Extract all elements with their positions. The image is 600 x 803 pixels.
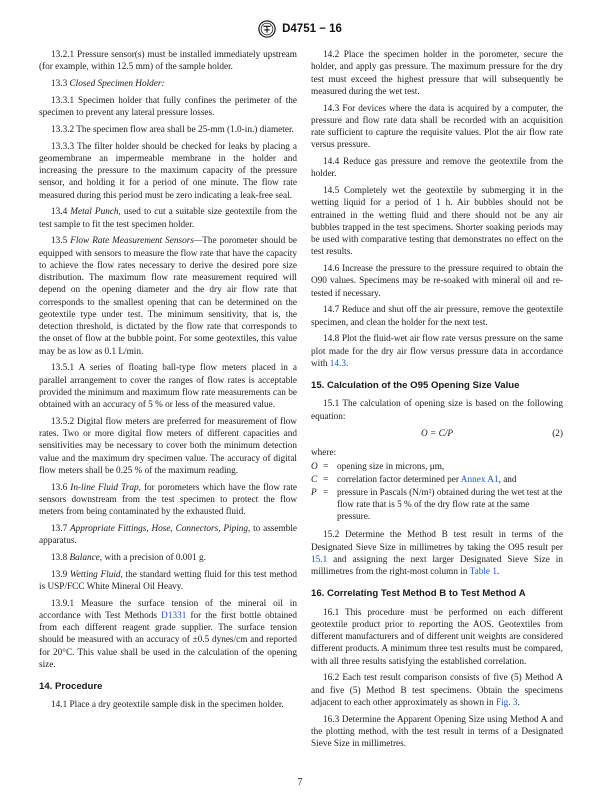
para-14-6: 14.6 Increase the pressure to the pressure required to obtain the O90 values. Specimens may be re-soaked with mineral oil and re-tested if necessary.	[311, 264, 563, 299]
para-13-9-1: 13.9.1 Measure the surface tension of the mineral oil in accordance with Test Methods D1331 for the first bottle obtained from each different reagent grade supplier. The surface tension should be measured with an accuracy of ±0.5 dynes/cm and reported for 20°C. This value shall be used in the calculation of the opening size.	[39, 598, 297, 670]
where-label: where:	[311, 447, 337, 458]
link-annex-a1[interactable]: Annex A1	[460, 474, 499, 485]
para-14-4: 14.4 Reduce gas pressure and remove the geotextile from the holder.	[311, 157, 563, 180]
link-d1331[interactable]: D1331	[161, 610, 187, 621]
equation-text: O = C/P	[421, 428, 453, 439]
para-13-3-1: 13.3.1 Specimen holder that fully confines the perimeter of the specimen to prevent any lateral pressure losses.	[39, 95, 297, 118]
equation-number: (2)	[552, 428, 563, 439]
para-14-5: 14.5 Completely wet the geotextile by submerging it in the wetting liquid for a period of 1 h. Air bubbles should not be entrained in the wetting fluid and there should not be any air bubbles trapped in the test specimens. Shorter soaking periods may be used with comparative testing that demonstrates no effect on the test results.	[311, 186, 563, 258]
right-column	[311, 49, 563, 755]
para-14-3: 14.3 For devices where the data is acquired by a computer, the pressure and flow rate data shall be recorded with an acquisition rate sufficient to capture the requisite values. Plot the air flow rate versus pressure.	[311, 103, 563, 151]
link-fig-3[interactable]: Fig. 3	[495, 697, 518, 708]
para-15-1: 15.1 The calculation of opening size is based on the following equation:	[311, 399, 563, 422]
page-header	[0, 20, 600, 38]
para-14-8: 14.8 Plot the fluid-wet air flow rate versus pressure on the same plot made for the dry air flow versus pressure data in accordance with 14.3.	[311, 334, 563, 369]
link-table-1[interactable]: Table 1	[469, 567, 497, 577]
para-14-2: 14.2 Place the specimen holder in the porometer, secure the holder, and apply gas pressure. The maximum pressure for the dry test must exceed the highest pressure that will subsequently be measured during the wet test.	[311, 50, 563, 97]
section-heading-16: 16. Correlating Test Method B to Test Method A	[311, 588, 526, 600]
definition-P: P = pressure in Pascals (N/m²) obtained during the wet test at the flow rate that is 5 % of the dry flow rate at the same pressure.	[311, 487, 563, 522]
section-heading-14: 14. Procedure	[39, 681, 103, 692]
link-14-3[interactable]: 14.3	[329, 358, 346, 369]
para-13-9: 13.9 Wetting Fluid, the standard wetting fluid for this test method is USP/FCC White Mineral Oil Heavy.	[39, 569, 298, 592]
para-13-4: 13.4 Metal Punch, used to cut a suitable size geotextile from the test sample to fit the test specimen holder.	[39, 207, 297, 230]
para-16-1: 16.1 This procedure must be performed on each different geotextile product prior to reporting the AOS. Geotextiles from different manufacturers and of different unit weights are considered different products. A minimum three test results must be compared, with all three results satisfying the established correlation.	[311, 607, 563, 667]
equation-2	[311, 428, 563, 440]
para-16-2: 16.2 Each test result comparison consists of five (5) Method A and five (5) Method B test specimens. Obtain the specimens adjacent to each other approximately as shown in Fig. 3.	[311, 673, 563, 708]
para-13-3: 13.3 Closed Specimen Holder:	[51, 79, 165, 89]
para-13-3-3: 13.3.3 The filter holder should be checked for leaks by placing a geomembrane an impermeable membrane in the holder and increasing the pressure to the maximum capacity of the pressure sensor, and holding it for a period of one minute. The flow rate measured during this period must be zero indicating a leak-free seal.	[39, 141, 297, 201]
para-14-1: 14.1 Place a dry geotextile sample disk in the specimen holder.	[51, 700, 284, 711]
para-13-5: 13.5 Flow Rate Measurement Sensors—The porometer should be equipped with sensors to measure the flow rate that have the capacity to achieve the flow rates necessary to derive the desired pore size distribution. The maximum flow rate measurement required will depend on the opening diameter and the dry air flow rate that corresponds to the smallest opening that can be determined on the geotextile type under test. The minimum sensitivity, that is, the detection threshold, is dictated by the flow rate that corresponds to the onset of flow at the bubble point. For some geotextiles, this value may be as low as 0.1 L/min.	[39, 236, 298, 357]
para-13-3-2: 13.3.2 The specimen flow area shall be 25-mm (1.0-in.) diameter.	[51, 124, 294, 135]
para-13-7: 13.7 Appropriate Fittings, Hose, Connectors, Piping, to assemble apparatus.	[39, 523, 297, 546]
para-13-5-2: 13.5.2 Digital flow meters are preferred for measurement of flow rates. Two or more digital flow meters of different capacities and sensitivities may be necessary to cover both the minimum detection value and the maximum dry specimen value. The accuracy of digital flow meters shall be 0.25 % of the maximum reading.	[39, 416, 297, 476]
section-heading-15: 15. Calculation of the O95 Opening Size Value	[311, 380, 520, 391]
page-number: 7	[297, 777, 303, 788]
link-15-1[interactable]: 15.1	[311, 554, 328, 565]
astm-logo-icon	[258, 20, 276, 38]
para-16-3: 16.3 Determine the Apparent Opening Size using Method A and the plotting method, with the test result in terms of a Designated Sieve Size in millimetres.	[311, 714, 563, 749]
definition-C: C = correlation factor determined per Annex A1, and	[311, 474, 517, 485]
definition-O: O = opening size in microns, μm,	[311, 462, 445, 472]
para-13-6: 13.6 In-line Fluid Trap, for porometers which have the flow rate sensors downstream from the test specimen to protect the flow meters from being contaminated by the exhausted fluid.	[39, 482, 297, 517]
document-designation: D4751 − 16	[282, 23, 342, 35]
left-column	[39, 49, 297, 716]
para-13-5-1: 13.5.1 A series of floating ball-type flow meters placed in a parallel arrangement to cover the ranges of flow rates is acceptable provided the minimum and maximum flow rate measurements can be obtained with an accuracy of 5 % or less of the measured value.	[39, 363, 297, 410]
para-15-2: 15.2 Determine the Method B test result in terms of the Designated Sieve Size in millimetres by taking the O95 result per 15.1 and assigning the next larger Designated Sieve Size in millimetres from the right-most column in Table 1.	[311, 530, 563, 577]
para-13-8: 13.8 Balance, with a precision of 0.001 g.	[51, 552, 206, 563]
para-13-2-1: 13.2.1 Pressure sensor(s) must be installed immediately upstream (for example, within 12.5 mm) of the sample holder.	[39, 50, 297, 73]
para-14-7: 14.7 Reduce and shut off the air pressure, remove the geotextile specimen, and clean the holder for the next test.	[311, 305, 563, 328]
